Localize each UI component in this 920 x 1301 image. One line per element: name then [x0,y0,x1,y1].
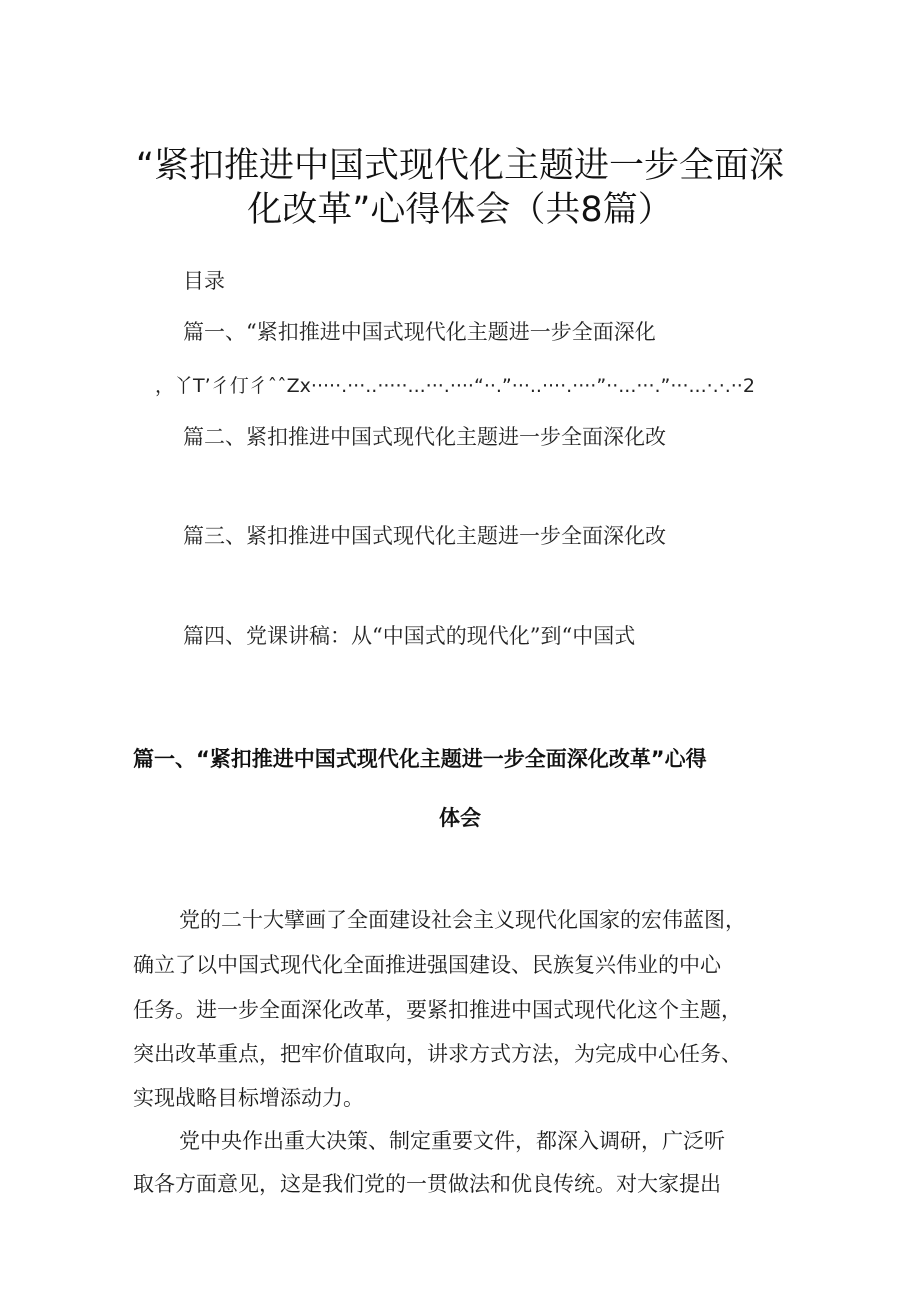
toc-item-1: 篇一、“紧扣推进中国式现代化主题进一步全面深化 [183,320,656,344]
toc-item-4: 篇四、党课讲稿：从“中国式的现代化”到“中国式 [183,624,636,648]
paragraph-1-line-5: 实现战略目标增添动力。 [133,1086,364,1110]
paragraph-1-line-2: 确立了以中国式现代化全面推进强国建设、民族复兴伟业的中心 [133,953,721,977]
section-1-heading-line-2: 体会 [439,806,481,830]
toc-item-2: 篇二、紧扣推进中国式现代化主题进一步全面深化改 [183,425,666,449]
paragraph-1-line-3: 任务。进一步全面深化改革，要紧扣推进中国式现代化这个主题， [133,998,742,1022]
document-title-line-2: 化改革”心得体会（共8篇） [247,190,673,230]
toc-item-3: 篇三、紧扣推进中国式现代化主题进一步全面深化改 [183,524,666,548]
section-1-heading-line-1: 篇一、“紧扣推进中国式现代化主题进一步全面深化改革”心得 [133,747,707,771]
paragraph-2-line-1: 党中央作出重大决策、制定重要文件，都深入调研，广泛听 [179,1129,725,1153]
paragraph-1-line-1: 党的二十大擘画了全面建设社会主义现代化国家的宏伟蓝图， [179,908,746,932]
toc-heading: 目录 [183,269,225,293]
toc-item-1-leader: ，丫T’彳仃彳ˆˆZx·····.···..·····...···.····“··.”···..····.····”··...···.”···...·.·.··2 [155,375,755,397]
paragraph-1-line-4: 突出改革重点，把牢价值取向，讲求方式方法，为完成中心任务、 [133,1042,742,1066]
paragraph-2-line-2: 取各方面意见，这是我们党的一贯做法和优良传统。对大家提出 [133,1172,721,1196]
document-title-line-1: “紧扣推进中国式现代化主题进一步全面深 [135,146,785,186]
